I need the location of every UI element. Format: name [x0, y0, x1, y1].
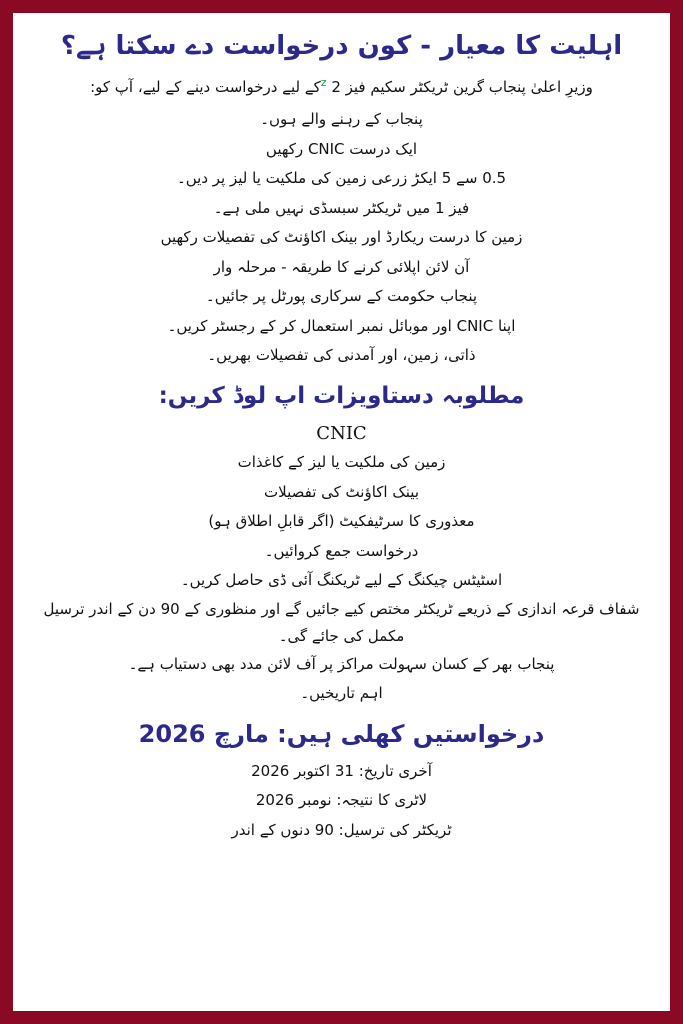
document-frame	[13, 13, 670, 1011]
document-disability-certificate: معذوری کا سرٹیفکیٹ (اگر قابلِ اطلاق ہو)	[208, 512, 475, 530]
intro-text-end: کے لیے درخواست دینے کے لیے، آپ کو:	[90, 78, 321, 96]
eligibility-item-records: زمین کا درست ریکارڈ اور بینک اکاؤنٹ کی تفصیلات رکھیں	[160, 228, 523, 246]
step-submit: درخواست جمع کروائیں۔	[264, 541, 419, 560]
eligibility-item-land: 0.5 سے 5 ایکڑ زرعی زمین کی ملکیت یا لیز پر دیں۔	[176, 169, 507, 187]
eligibility-item-phase1: فیز 1 میں ٹریکٹر سبسڈی نہیں ملی ہے۔	[213, 198, 470, 217]
green-mark-icon: z	[320, 76, 327, 89]
eligibility-item-residence: پنجاب کے رہنے والے ہوں۔	[260, 110, 423, 128]
eligibility-heading: اہلیت کا معیار - کون درخواست دے سکتا ہے؟	[60, 31, 623, 61]
date-last-date: آخری تاریخ: 31 اکتوبر 2026	[251, 761, 432, 780]
intro-text-start: وزیرِ اعلیٰ پنجاب گرین ٹریکٹر سکیم فیز 2	[326, 78, 593, 96]
important-dates-label: اہم تاریخیں۔	[300, 684, 383, 702]
step-tracking-id: اسٹیٹس چیکنگ کے لیے ٹریکنگ آئی ڈی حاصل کریں۔	[180, 571, 503, 589]
document-land-papers: زمین کی ملکیت یا لیز کے کاغذات	[237, 453, 446, 471]
offline-help-note: پنجاب بھر کے کسان سہولت مراکز پر آف لائن مدد بھی دستیاب ہے۔	[128, 654, 555, 673]
document-bank-details: بینک اکاؤنٹ کی تفصیلات	[264, 482, 419, 501]
step-visit-portal: پنجاب حکومت کے سرکاری پورٹل پر جائیں۔	[205, 287, 478, 305]
step-register: اپنا CNIC اور موبائل نمبر استعمال کر کے رجسٹر کریں۔	[167, 316, 516, 335]
applications-open-heading: درخواستیں کھلی ہیں: مارچ 2026	[138, 719, 545, 748]
documents-heading: مطلوبہ دستاویزات اپ لوڈ کریں:	[158, 382, 525, 409]
apply-online-steps: آن لائن اپلائی کرنے کا طریقہ - مرحلہ وار	[213, 257, 470, 276]
document-cnic: CNIC	[316, 422, 367, 444]
date-lottery-result: لاٹری کا نتیجہ: نومبر 2026	[255, 791, 428, 809]
document-body	[13, 13, 670, 845]
allocation-note: شفاف قرعہ اندازی کے ذریعے ٹریکٹر مختص کیے جائیں گے اور منظوری کے 90 دن کے اندر ترسیل مکمل کی جائے گی۔	[43, 599, 640, 645]
step-fill-details: ذاتی، زمین، اور آمدنی کی تفصیلات بھریں۔	[207, 346, 476, 364]
date-tractor-delivery: ٹریکٹر کی ترسیل: 90 دنوں کے اندر	[231, 820, 452, 839]
eligibility-item-cnic: ایک درست CNIC رکھیں	[265, 139, 418, 158]
intro-text	[21, 71, 662, 99]
